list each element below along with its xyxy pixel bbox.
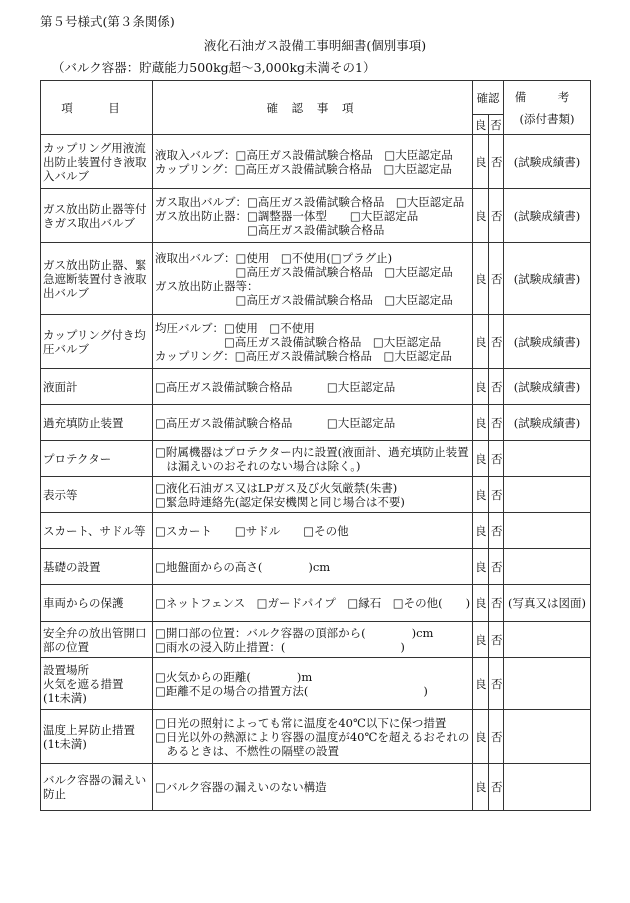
remarks-cell <box>504 658 591 710</box>
row-item-label: 過充填防止装置 <box>41 405 153 441</box>
check-line: □日光の照射によっても常に温度を40℃以下に保つ措置 <box>155 715 447 730</box>
check-line: ガス取出バルブ：□高圧ガス設備試験合格品 □大臣認定品 <box>155 194 465 209</box>
bad-cell[interactable]: 否 <box>489 658 504 710</box>
bad-cell[interactable]: 否 <box>489 549 504 585</box>
row-check-details <box>153 764 473 811</box>
check-line: □ネットフェンス □ガードパイプ □縁石 □その他( ) <box>155 596 471 610</box>
good-cell[interactable]: 良 <box>473 135 489 189</box>
check-line: □火気からの距離( )m <box>155 669 313 684</box>
check-line: □雨水の浸入防止措置：( ) <box>155 639 405 654</box>
check-line: □高圧ガス設備試験合格品 □大臣認定品 <box>155 415 396 430</box>
check-line: □液化石油ガス又はLPガス及び火気厳禁(朱書) <box>155 480 398 495</box>
table-row <box>41 477 591 513</box>
check-line: □高圧ガス設備試験合格品 □大臣認定品 <box>155 292 453 307</box>
table-row <box>41 622 591 658</box>
table-row <box>41 369 591 405</box>
bad-cell[interactable]: 否 <box>489 764 504 811</box>
bad-cell[interactable]: 否 <box>489 513 504 549</box>
bad-cell[interactable]: 否 <box>489 243 504 315</box>
row-check-details <box>153 135 473 189</box>
row-item-label: カップリング用液流出防止装置付き液取入バルブ <box>41 135 153 189</box>
remarks-cell: (試験成績書) <box>504 135 591 189</box>
table-row <box>41 315 591 369</box>
bad-cell[interactable]: 否 <box>489 135 504 189</box>
check-line: 均圧バルブ：□使用 □不使用 <box>155 320 315 335</box>
bad-cell[interactable]: 否 <box>489 405 504 441</box>
row-check-details <box>153 549 473 585</box>
check-line: □高圧ガス設備試験合格品 □大臣認定品 <box>155 379 396 394</box>
good-cell[interactable]: 良 <box>473 549 489 585</box>
row-item-label: カップリング付き均圧バルブ <box>41 315 153 369</box>
table-row <box>41 243 591 315</box>
good-cell[interactable]: 良 <box>473 189 489 243</box>
good-cell[interactable]: 良 <box>473 243 489 315</box>
check-line: □開口部の位置：バルク容器の頂部から( )cm <box>155 625 434 640</box>
remarks-cell <box>504 549 591 585</box>
row-check-details <box>153 405 473 441</box>
check-line: □高圧ガス設備試験合格品 □大臣認定品 <box>155 334 442 349</box>
row-check-details <box>153 513 473 549</box>
row-check-details <box>153 622 473 658</box>
check-line: ガス放出防止器：□調整器一体型 □大臣認定品 <box>155 208 419 223</box>
bad-cell[interactable]: 否 <box>489 315 504 369</box>
header-remarks <box>504 81 591 135</box>
bad-cell[interactable]: 否 <box>489 710 504 764</box>
table-row <box>41 710 591 764</box>
table-row <box>41 441 591 477</box>
table-row <box>41 405 591 441</box>
row-item-label: 液面計 <box>41 369 153 405</box>
remarks-cell <box>504 513 591 549</box>
good-cell[interactable]: 良 <box>473 369 489 405</box>
form-title: 液化石油ガス設備工事明細書(個別事項) <box>203 38 427 53</box>
table-row <box>41 585 591 622</box>
check-line: □附属機器はプロテクター内に設置(液面計、過充填防止装置 <box>155 444 469 459</box>
remarks-cell: (試験成績書) <box>504 315 591 369</box>
table-row <box>41 658 591 710</box>
check-line: 液取入バルブ：□高圧ガス設備試験合格品 □大臣認定品 <box>155 147 453 162</box>
remarks-cell <box>504 710 591 764</box>
good-cell[interactable]: 良 <box>473 710 489 764</box>
good-cell[interactable]: 良 <box>473 764 489 811</box>
header-confirm: 確認 <box>473 81 504 115</box>
remarks-cell: (試験成績書) <box>504 405 591 441</box>
good-cell[interactable]: 良 <box>473 405 489 441</box>
table-row <box>41 764 591 811</box>
remarks-cell <box>504 441 591 477</box>
good-cell[interactable]: 良 <box>473 441 489 477</box>
row-check-details <box>153 243 473 315</box>
header-item: 項 目 <box>41 81 153 135</box>
row-item-label: ガス放出防止器、緊急遮断装置付き液取出バルブ <box>41 243 153 315</box>
good-cell[interactable]: 良 <box>473 315 489 369</box>
check-line: □地盤面からの高さ( )cm <box>155 559 331 574</box>
check-line: カップリング：□高圧ガス設備試験合格品 □大臣認定品 <box>155 161 452 176</box>
remarks-cell <box>504 477 591 513</box>
header-attachments-label: (添付書類) <box>519 111 575 126</box>
check-line: □バルク容器の漏えいのない構造 <box>155 780 327 794</box>
table-row <box>41 513 591 549</box>
header-check-items: 確 認 事 項 <box>153 81 473 135</box>
check-line: ガス放出防止器等： <box>155 278 259 293</box>
bad-cell[interactable]: 否 <box>489 585 504 622</box>
remarks-cell <box>504 622 591 658</box>
good-cell[interactable]: 良 <box>473 585 489 622</box>
table-row <box>41 189 591 243</box>
row-check-details <box>153 441 473 477</box>
row-item-label: 基礎の設置 <box>41 549 153 585</box>
construction-detail-table <box>40 80 591 811</box>
table-row <box>41 135 591 189</box>
check-line: 液取出バルブ：□使用 □不使用(□プラグ止) <box>155 250 393 265</box>
remarks-cell: (試験成績書) <box>504 189 591 243</box>
row-item-label: ガス放出防止器等付きガス取出バルブ <box>41 189 153 243</box>
row-item-label: 安全弁の放出管開口部の位置 <box>41 622 153 658</box>
row-check-details <box>153 658 473 710</box>
row-item-label: プロテクター <box>41 441 153 477</box>
row-item-label: 設置場所 火気を遮る措置 (1t未満) <box>41 658 153 710</box>
row-item-label: バルク容器の漏えい防止 <box>41 764 153 811</box>
check-line: は漏えいのおそれのない場合は除く。) <box>155 458 361 473</box>
remarks-cell: (試験成績書) <box>504 369 591 405</box>
header-good: 良 <box>473 115 489 135</box>
row-check-details <box>153 189 473 243</box>
good-cell[interactable]: 良 <box>473 513 489 549</box>
table-body <box>41 135 591 811</box>
check-line: あるときは、不燃性の隔壁の設置 <box>155 743 339 758</box>
header-bad: 否 <box>489 115 504 135</box>
good-cell[interactable]: 良 <box>473 658 489 710</box>
bad-cell[interactable]: 否 <box>489 441 504 477</box>
row-item-label: 車両からの保護 <box>41 585 153 622</box>
check-line: □高圧ガス設備試験合格品 <box>155 222 385 237</box>
table-row <box>41 549 591 585</box>
row-item-label: 温度上昇防止措置 (1t未満) <box>41 710 153 764</box>
check-line: □高圧ガス設備試験合格品 □大臣認定品 <box>155 264 453 279</box>
row-check-details <box>153 710 473 764</box>
form-subtitle: （バルク容器：貯蔵能力500kg超～3,000kg未満その1） <box>52 60 376 75</box>
row-check-details <box>153 477 473 513</box>
good-cell[interactable]: 良 <box>473 477 489 513</box>
remarks-cell <box>504 764 591 811</box>
row-check-details <box>153 369 473 405</box>
row-check-details <box>153 315 473 369</box>
check-line: カップリング：□高圧ガス設備試験合格品 □大臣認定品 <box>155 348 452 363</box>
remarks-cell: (写真又は図面) <box>504 585 591 622</box>
good-cell[interactable]: 良 <box>473 622 489 658</box>
bad-cell[interactable]: 否 <box>489 477 504 513</box>
check-line: □日光以外の熱源により容器の温度が40℃を超えるおそれの <box>155 729 470 744</box>
remarks-cell: (試験成績書) <box>504 243 591 315</box>
row-check-details <box>153 585 473 622</box>
bad-cell[interactable]: 否 <box>489 622 504 658</box>
row-item-label: スカート、サドル等 <box>41 513 153 549</box>
check-line: □スカート □サドル □その他 <box>155 523 349 538</box>
form-number: 第５号様式(第３条関係) <box>40 14 175 29</box>
row-item-label: 表示等 <box>41 477 153 513</box>
bad-cell[interactable]: 否 <box>489 369 504 405</box>
check-line: □緊急時連絡先(認定保安機関と同じ場合は不要) <box>155 494 405 509</box>
header-remarks-label: 備 考 <box>514 89 580 104</box>
check-line: □距離不足の場合の措置方法( ) <box>155 683 428 698</box>
bad-cell[interactable]: 否 <box>489 189 504 243</box>
